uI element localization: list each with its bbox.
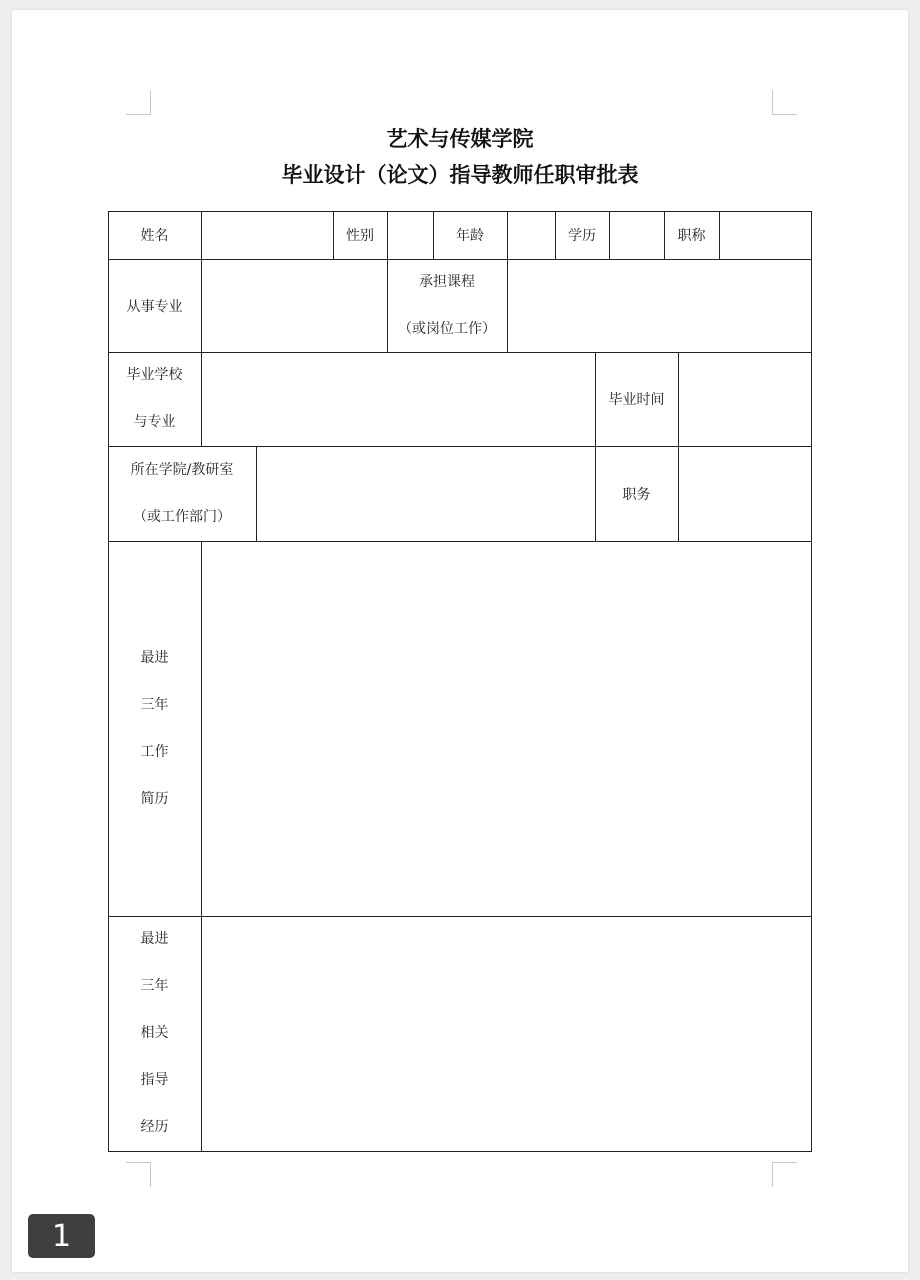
document-subtitle: 毕业设计（论文）指导教师任职审批表 (281, 163, 639, 187)
grad-time-field[interactable] (678, 352, 811, 446)
guidance-label-line: 相关 (140, 1025, 169, 1041)
course-label-line1: 承担课程 (419, 273, 475, 290)
course-field[interactable] (507, 259, 811, 352)
page-number-badge: 1 (28, 1214, 95, 1258)
crop-mark-bottom-left (126, 1162, 151, 1187)
school-label-line1: 毕业学校 (126, 367, 183, 383)
crop-mark-bottom-right (772, 1162, 797, 1187)
education-field[interactable] (609, 211, 664, 259)
dept-label-line1: 所在学院/教研室 (130, 461, 234, 478)
crop-mark-top-right (772, 90, 797, 115)
course-label (387, 259, 507, 352)
school-label (108, 352, 201, 446)
gender-label: 性别 (346, 228, 374, 244)
title-rank-field[interactable] (719, 211, 811, 259)
dept-label-line2: （或工作部门） (133, 508, 231, 525)
document-title: 艺术与传媒学院 (386, 127, 534, 151)
gender-field[interactable] (387, 211, 433, 259)
dept-field[interactable] (256, 446, 595, 541)
guidance-experience-field[interactable] (201, 916, 811, 1151)
dept-label (108, 446, 256, 541)
work-resume-label-line: 最进 (140, 649, 169, 666)
name-label: 姓名 (140, 228, 169, 244)
guidance-label-line: 最进 (140, 931, 169, 947)
school-field[interactable] (201, 352, 595, 446)
work-resume-field[interactable] (201, 541, 811, 916)
guidance-label-line: 指导 (140, 1072, 169, 1088)
crop-mark-top-left (126, 90, 151, 115)
position-label: 职务 (622, 486, 651, 503)
guidance-label-line: 三年 (140, 978, 169, 994)
work-resume-label (108, 541, 201, 916)
name-field[interactable] (201, 211, 333, 259)
work-resume-label-line: 工作 (140, 743, 169, 760)
education-label: 学历 (568, 228, 596, 244)
work-resume-label-line: 简历 (140, 790, 169, 807)
age-field[interactable] (507, 211, 555, 259)
position-field[interactable] (678, 446, 811, 541)
major-field[interactable] (201, 259, 387, 352)
work-resume-label-line: 三年 (140, 696, 169, 713)
guidance-experience-label (108, 916, 201, 1151)
course-label-line2: （或岗位工作） (398, 320, 496, 337)
guidance-label-line: 经历 (140, 1119, 169, 1135)
title-rank-label: 职称 (677, 228, 706, 244)
grad-time-label: 毕业时间 (608, 392, 665, 408)
school-label-line2: 与专业 (133, 414, 176, 430)
major-label: 从事专业 (126, 298, 183, 315)
age-label: 年龄 (456, 228, 484, 244)
